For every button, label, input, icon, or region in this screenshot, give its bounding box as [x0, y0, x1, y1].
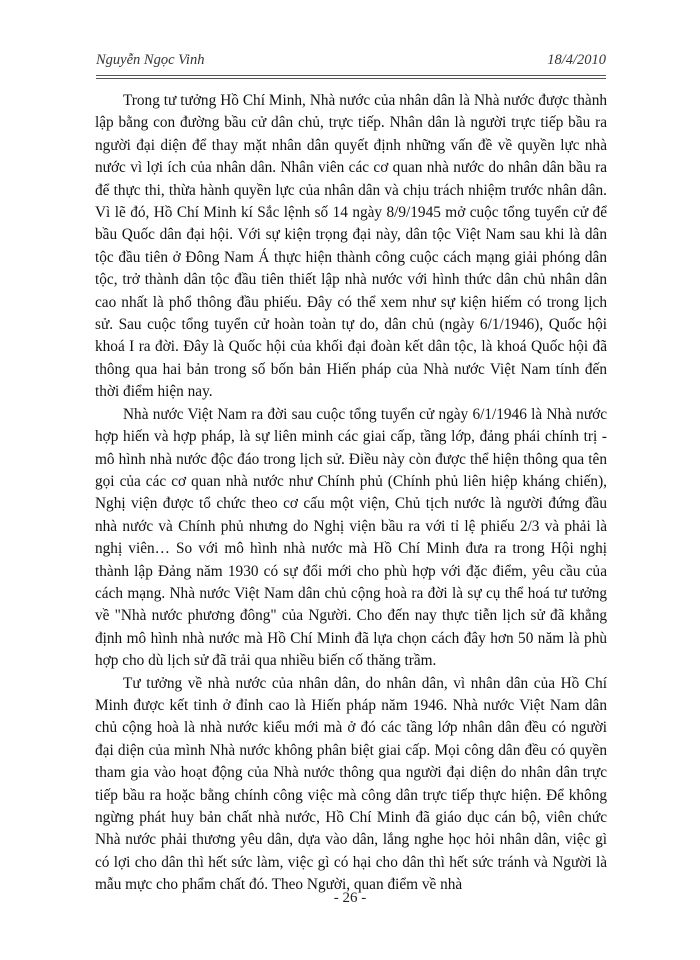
header-author: Nguyễn Ngọc Vinh [96, 52, 205, 68]
paragraph: Trong tư tưởng Hồ Chí Minh, Nhà nước của nhân dân là Nhà nước được thành lập bằng con đường bầu cử dân chủ, trực tiếp. Nhân dân là người trực tiếp bầu ra người đại diện để thay mặt nhân dân quyết định những vấn đề về quyền lực nhà nước vì lợi ích của nhân dân. Nhân viên các cơ quan nhà nước do nhân dân bầu ra để thực thi, thừa hành quyền lực của nhân dân và chịu trách nhiệm trước nhân dân. Vì lẽ đó, Hồ Chí Minh kí Sắc lệnh số 14 ngày 8/9/1945 mở cuộc tổng tuyển cử để bầu Quốc dân đại hội. Với sự kiện trọng đại này, dân tộc Việt Nam sau khi là dân tộc đầu tiên ở Đông Nam Á thực hiện thành công cuộc cách mạng giải phóng dân tộc, trở thành dân tộc đầu tiên thiết lập nhà nước với hình thức dân chủ nhân dân cao nhất là phổ thông đầu phiếu. Đây có thể xem như sự kiện hiếm có trong lịch sử. Sau cuộc tổng tuyển cử hoàn toàn tự do, dân chủ (ngày 6/1/1946), Quốc hội khoá I ra đời. Đây là Quốc hội của khối đại đoàn kết dân tộc, là khoá Quốc hội đã thông qua hai bản trong số bốn bản Hiến pháp của Nhà nước Việt Nam tính đến thời điểm hiện nay. [95, 92, 607, 401]
document-body [95, 90, 607, 897]
header-divider [96, 75, 606, 79]
paragraph: Nhà nước Việt Nam ra đời sau cuộc tổng tuyển cử ngày 6/1/1946 là Nhà nước hợp hiến và hợp pháp, là sự liên minh các giai cấp, tầng lớp, đảng phái chính trị - mô hình nhà nước độc đáo trong lịch sử. Điều này còn được thể hiện thông qua tên gọi của các cơ quan nhà nước như Chính phủ (Chính phủ liên hiệp kháng chiến), Nghị viện được tổ chức theo cơ cấu một viện, Chủ tịch nước là người đứng đầu nhà nước và Chính phủ nhưng do Nghị viện bầu ra với tỉ lệ phiếu 2/3 và phải là nghị viên… So với mô hình nhà nước mà Hồ Chí Minh đưa ra trong Hội nghị thành lập Đảng năm 1930 có sự đổi mới cho phù hợp với đặc điểm, yêu cầu của cách mạng. Nhà nước Việt Nam dân chủ cộng hoà ra đời là sự cụ thể hoá tư tưởng về "Nhà nước phương đông" của Người. Cho đến nay thực tiễn lịch sử đã khẳng định mô hình nhà nước mà Hồ Chí Minh đã lựa chọn cách đây hơn 50 năm là phù hợp cho dù lịch sử đã trải qua nhiều biến cố thăng trầm. [95, 405, 607, 670]
page-header [96, 52, 606, 74]
header-date: 18/4/2010 [547, 52, 606, 68]
page-number: - 26 - [333, 890, 367, 906]
paragraph: Tư tưởng về nhà nước của nhân dân, do nhân dân, vì nhân dân của Hồ Chí Minh được kết tinh ở đỉnh cao là Hiến pháp năm 1946. Nhà nước Việt Nam dân chủ cộng hoà là nhà nước kiểu mới mà ở đó các tầng lớp nhân dân đều có người đại diện của mình Nhà nước không phân biệt giai cấp. Mọi công dân đều có quyền tham gia vào hoạt động của Nhà nước thông qua người đại diện do nhân dân trực tiếp bầu ra hoặc bằng chính công việc mà công dân trực tiếp thực hiện. Để không ngừng phát huy bản chất nhà nước, Hồ Chí Minh đã giáo dục cán bộ, viên chức Nhà nước phải thương yêu dân, dựa vào dân, lắng nghe học hỏi nhân dân, việc gì có lợi cho dân thì hết sức làm, việc gì có hại cho dân thì hết sức tránh và Người là mẫu mực cho phẩm chất đó. Theo Người, quan điểm về nhà [95, 674, 607, 894]
